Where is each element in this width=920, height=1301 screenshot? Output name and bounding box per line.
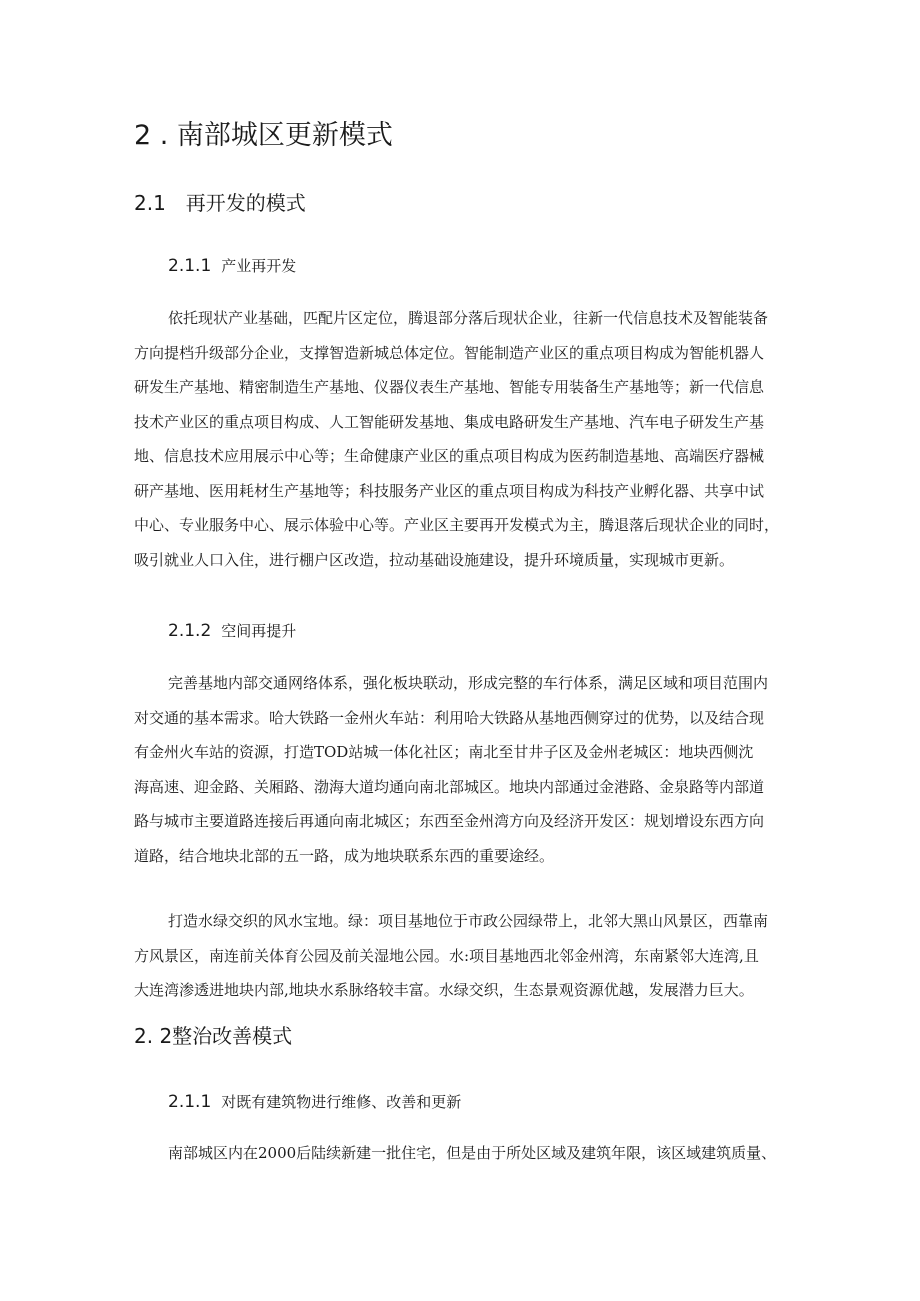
section-2-1-heading: 2.1 再开发的模式 (134, 191, 306, 215)
subsection-2-1-2-heading (168, 618, 296, 644)
paragraph-traffic-network (134, 666, 792, 873)
paragraph-line: 南部城区内在2000后陆续新建一批住宅，但是由于所处区域及建筑年限，该区域建筑质量、 (168, 1144, 777, 1162)
subsection-building-renovation-heading (168, 1089, 461, 1115)
paragraph-line: 技术产业区的重点项目构成、人工智能研发基地、集成电路研发生产基地、汽车电子研发生产基 (134, 412, 765, 431)
paragraph-building-renovation (134, 1136, 792, 1171)
paragraph-line: 对交通的基本需求。哈大铁路一金州火车站：利用哈大铁路从基地西侧穿过的优势，以及结合现 (134, 708, 765, 727)
paragraph-line: 吸引就业人口入住，进行棚户区改造，拉动基础设施建设，提升环境质量，实现城市更新。 (134, 550, 735, 569)
paragraph-line: 有金州火车站的资源，打造TOD站城一体化社区；南北至甘井子区及金州老城区：地块西侧沈 (134, 743, 754, 761)
subsection-title: 产业再开发 (221, 257, 297, 275)
paragraph-line: 道路，结合地块北部的五一路，成为地块联系东西的重要途经。 (134, 846, 555, 865)
subsection-title: 空间再提升 (221, 622, 297, 640)
subsection-number: 2.1.1 (168, 1092, 212, 1112)
subsection-2-1-1-heading (168, 253, 296, 279)
subsection-number: 2.1.2 (168, 621, 212, 641)
subsection-title: 对既有建筑物进行维修、改善和更新 (221, 1093, 462, 1111)
paragraph-line: 海高速、迎金路、关厢路、渤海大道均通向南北部城区。地块内部通过金港路、金泉路等内部道 (134, 777, 765, 796)
paragraph-line: 中心、专业服务中心、展示体验中心等。产业区主要再开发模式为主，腾退落后现状企业的同时， (134, 516, 780, 534)
paragraph-line: 方向提档升级部分企业，支撑智造新城总体定位。智能制造产业区的重点项目构成为智能机器人 (134, 343, 765, 362)
paragraph-line: 方风景区，南连前关体育公园及前关湿地公园。水:项目基地西北邻金州湾，东南紧邻大连湾,且 (134, 946, 759, 965)
paragraph-line: 地、信息技术应用展示中心等；生命健康产业区的重点项目构成为医药制造基地、高端医疗器械 (134, 447, 765, 465)
paragraph-water-green (134, 904, 792, 1008)
paragraph-line: 完善基地内部交通网络体系，强化板块联动，形成完整的车行体系，满足区域和项目范围内 (168, 674, 769, 692)
paragraph-industry-redevelopment (134, 301, 792, 577)
paragraph-line: 路与城市主要道路连接后再通向南北城区；东西至金州湾方向及经济开发区：规划增设东西方向 (134, 812, 765, 830)
paragraph-line: 依托现状产业基础，匹配片区定位，腾退部分落后现状企业，往新一代信息技术及智能装备 (168, 309, 769, 327)
paragraph-line: 打造水绿交织的风水宝地。绿：项目基地位于市政公园绿带上，北邻大黑山风景区，西靠南 (168, 912, 769, 930)
paragraph-line: 研产基地、医用耗材生产基地等；科技服务产业区的重点项目构成为科技产业孵化器、共享中试 (134, 481, 765, 500)
main-heading: 2 . 南部城区更新模式 (134, 120, 393, 151)
subsection-number: 2.1.1 (168, 256, 212, 276)
paragraph-line: 大连湾渗透进地块内部,地块水系脉络较丰富。水绿交织，生态景观资源优越，发展潜力巨大。 (134, 981, 754, 999)
paragraph-line: 研发生产基地、精密制造生产基地、仪器仪表生产基地、智能专用装备生产基地等；新一代信息 (134, 378, 765, 396)
section-2-2-heading: 2. 2整治改善模式 (134, 1024, 293, 1048)
